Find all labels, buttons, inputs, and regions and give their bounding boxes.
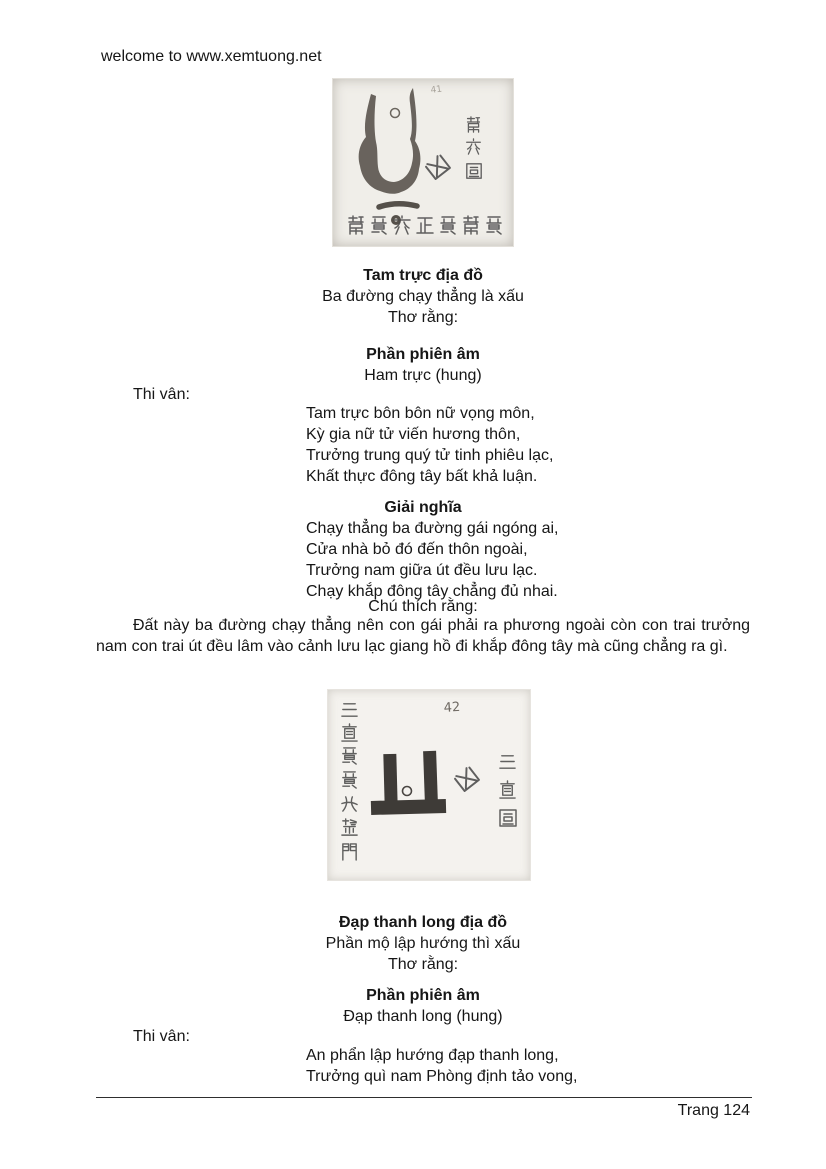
section2-poem-line: An phẩn lập hướng đạp thanh long, (306, 1047, 559, 1064)
table-dash-mark (379, 204, 417, 207)
huyet-point-circle (403, 787, 412, 796)
xiong-character (425, 154, 450, 179)
left-vertical-caption (342, 704, 357, 860)
section1-poem-line: Tam trực bôn bôn nữ vọng môn, (306, 405, 535, 422)
right-vertical-caption (467, 117, 482, 178)
section1-phien-am-heading: Phần phiên âm (366, 346, 480, 363)
section1-chu-thich-paragraph: Đất này ba đường chạy thẳng nên con gái phải ra phương ngoài còn con trai trưởng nam con trai út đều lâm vào cảnh lưu lạc giang hồ đi khắp đông tây mà cũng chẳng ra gì. (96, 617, 750, 655)
u-shape-walls (371, 751, 446, 815)
footer-divider (96, 1097, 752, 1098)
xiong-character (454, 766, 479, 791)
bottom-caption (349, 216, 501, 234)
section2-title: Đạp thanh long địa đồ (339, 914, 507, 931)
diagram-1-drawing (333, 79, 513, 246)
section1-giai-nghia-line: Chạy thẳng ba đường gái ngóng ai, (306, 520, 559, 537)
section1-tho-rang: Thơ rằng: (387, 309, 459, 326)
page-number: Trang 124 (677, 1102, 750, 1119)
section1-giai-nghia-heading: Giải nghĩa (384, 499, 462, 516)
section2-thi-van-label: Thi vân: (133, 1028, 190, 1045)
section2-subtitle: Phần mộ lập hướng thì xấu (325, 935, 521, 952)
handwritten-number: 41 (430, 84, 443, 96)
section2-phien-am-heading: Phần phiên âm (366, 987, 480, 1004)
section1-giai-nghia-line: Trưởng nam giữa út đều lưu lạc. (306, 562, 538, 579)
diagram-2-drawing (328, 690, 530, 880)
handwritten-number: 42 (443, 699, 461, 716)
section1-poem-line: Trưởng trung quý tử tinh phiêu lạc, (306, 447, 554, 464)
section1-title: Tam trực địa đồ (363, 267, 483, 284)
section2-poem-line: Trưởng quì nam Phòng định tảo vong, (306, 1068, 578, 1085)
huyet-point-circle (391, 109, 400, 118)
tuning-fork-shape (359, 88, 421, 194)
section1-poem-line: Kỳ gia nữ tử viến hương thôn, (306, 426, 521, 443)
section2-phien-am-value: Đạp thanh long (hung) (343, 1008, 503, 1025)
site-welcome-text: welcome to www.xemtuong.net (101, 48, 322, 65)
scan-image-tam-truc-diagram (328, 690, 530, 880)
right-vertical-caption (500, 756, 516, 826)
section1-subtitle: Ba đường chạy thẳng là xấu (322, 288, 524, 305)
section1-thi-van-label: Thi vân: (133, 386, 190, 403)
scan-image-bien-huyet-diagram (333, 79, 513, 246)
section1-giai-nghia-line: Cửa nhà bỏ đó đến thôn ngoài, (306, 541, 528, 558)
section2-tho-rang: Thơ rằng: (387, 956, 459, 973)
section1-poem-line: Khất thực đông tây bất khả luận. (306, 468, 538, 485)
section1-chu-thich-label: Chú thích rằng: (368, 598, 478, 615)
section1-phien-am-value: Ham trực (hung) (364, 367, 482, 384)
section1-giai-nghia-line: Chạy khắp đông tây chẳng đủ nhai. (306, 583, 558, 600)
